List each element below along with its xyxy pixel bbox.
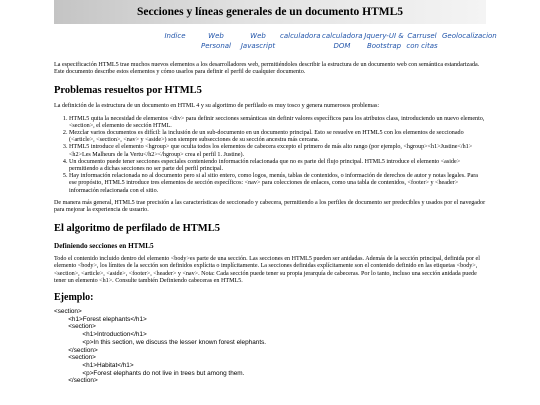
code-line: <section> (54, 308, 82, 316)
list-item: 1. HTML5 quita la necesidad de elementos <div> para definir secciones semánticas sin definir valores específicos para los atributos class, introduciendo un nuevo elemento, <section>, el elemento de sección HTML. (69, 116, 486, 130)
code-example (54, 308, 486, 385)
problems-lead: La definición de la estructura de un documento en HTML 4 y su algoritmo de perfilado es muy tosco y genera numerosos problemas: (54, 103, 380, 110)
code-line: <section> (54, 323, 96, 331)
nav-link-calculadora[interactable]: calculadora (280, 32, 321, 40)
nav-link-web-javascript[interactable]: Web Javascript (240, 32, 276, 50)
top-navigation (160, 31, 500, 57)
nav-link-calculadora-dom[interactable]: calculadora DOM (322, 32, 363, 50)
intro-paragraph: La especificación HTML5 trae muchos nuevos elementos a los desarrolladores web, permitiéndoles describir la estructura de un documento web con semántica estandarizada. Este documento describe estos elementos y cómo usarlos para definir el perfil de cualquier documento. (54, 62, 480, 76)
section-heading-algorithm: El algoritmo de perfilado de HTML5 (54, 223, 220, 235)
nav-link-jquery-bootstrap[interactable]: Jquery-UI & Bootstrap (364, 32, 404, 50)
code-line: <section> (54, 354, 96, 362)
code-line: <h1>Introduction</h1> (54, 331, 147, 339)
defining-paragraph: Todo el contenido incluido dentro del elemento <body>es parte de una sección. Las secciones en HTML5 pueden ser anidadas. Además de la sección principal, definida por el elemento <body>, los límites de la sección son definidos explícita o implícitamente. La secciones definidas explícitamente son el contenido definido en las etiquetas <body>, <section>, <article>, <aside>, <footer>, <header> y <nav>. Nota: Cada sección puede tener su propia jerarquía de cabeceras. Por lo tanto, incluso una sección anidada puede tener un elemento <h1>. Consulte también Definiendo cabeceras en HTML5. (54, 256, 480, 284)
list-item: 4. Un documento puede tener secciones especiales conteniendo información relacionada que no es parte del flujo principal. HTML5 introduce el elemento <aside> permitiendo a dichas secciones no ser parte del perfil principal. (69, 159, 486, 173)
code-line: </section> (54, 377, 98, 385)
page-title: Secciones y líneas generales de un documento HTML5 (136, 6, 404, 18)
code-line: <h1>Forest elephants</h1> (54, 315, 147, 323)
section-heading-problems: Problemas resueltos por HTML5 (54, 85, 202, 97)
nav-link-geolocalizacion[interactable]: Geolocalizacion (442, 32, 497, 40)
example-heading: Ejemplo: (54, 292, 94, 304)
code-line: <p>Forest elephants do not live in trees but among them. (54, 369, 245, 377)
nav-link-web-personal[interactable]: Web Personal (200, 32, 231, 50)
nav-link-carrusel[interactable]: Carrusel con citas (406, 32, 438, 50)
list-item: 2. Mezclar varios documentos es difícil: la inclusión de un sub-documento en un documento principal. Esto se resuelve en HTML5 con los elementos de seccionado (<article>, <section>, <nav> y <aside>) son siempre subsecciones de su sección ancestra más cercana. (69, 130, 486, 144)
list-item: 3. HTML5 introduce el elemento <hgroup> que oculta todos los elementos de cabecera excepto el primero de más alto rango (por ejemplo, <hgroup><h1>Justine</h1><h2>Les Malheurs de la Vertu</h2></hgroup> crea el perfil 1. Justine). (69, 144, 486, 158)
main-content (54, 62, 486, 385)
nav-link-indice[interactable]: Indice (164, 32, 186, 40)
subsection-heading-defining: Definiendo secciones en HTML5 (54, 242, 154, 251)
code-line: <p>In this section, we discuss the lesser known forest elephants. (54, 338, 267, 346)
code-line: <h1>Habitat</h1> (54, 361, 134, 369)
code-line: </section> (54, 346, 98, 354)
problems-closing: De manera más general, HTML5 trae precisión a las características de seccionado y cabecera, permitiendo a los perfiles de documento ser predecibles y usados por el navegador para mejorar la experiencia de usuario. (54, 199, 486, 214)
page-title-banner (54, 0, 486, 24)
list-item: 5. Hay información relacionada no al documento pero si al sitio entero, como logos, menús, tablas de contenidos, o información de derechos de autor y notas legales. Para ese propósito, HTML5 introduce tres elementos de sección específicos: <nav> para colecciones de enlaces, como una tabla de contenidos, <footer> y <header> información relacionada con el sitio. (69, 173, 486, 195)
problems-list (54, 116, 486, 195)
